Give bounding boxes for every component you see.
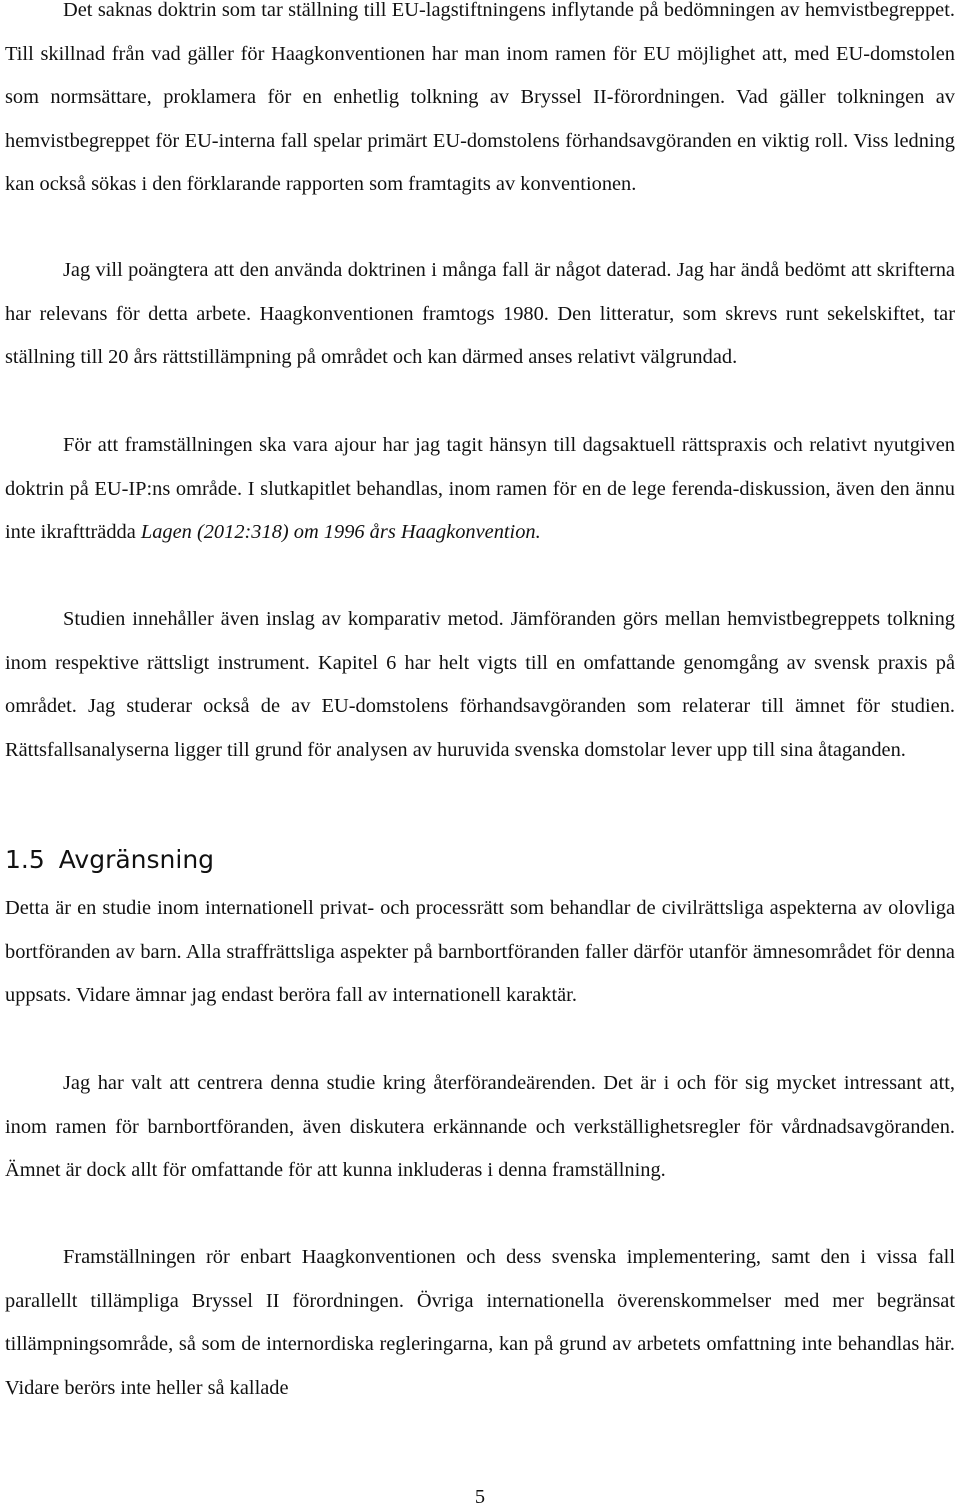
paragraph-hague-convention: Framställningen rör enbart Haagkonventionen och dess svenska implementering, samt den i vissa fall parallellt tillämpliga Bryssel II förordningen. Övriga internationella överenskommelser med mer begränsat tillämpningsområde, så som de internordiska regleringarna, kan på grund av arbetets omfattning inte behandlas här. Vidare berörs inte heller så kallade <box>5 1246 955 1399</box>
paragraph-scope-study: Detta är en studie inom internationell privat- och processrätt som behandlar de civilrättsliga aspekterna av olovliga bortföranden av barn. Alla straffrättsliga aspekter på barnbortföranden faller därför utanför ämnesområdet för denna uppsats. Vidare ämnar jag endast beröra fall av internationell karaktär. <box>5 897 955 1007</box>
law-title-italic: Lagen (2012:318) om 1996 års Haagkonvention. <box>140 521 541 544</box>
paragraph-return-cases: Jag har valt att centrera denna studie kring återförandeärenden. Det är i och för sig mycket intressant att, inom ramen för barnbortföranden, även diskutera erkännande och verkställighetsregler för vårdnadsavgöranden. Ämnet är dock allt för omfattande för att kunna inkluderas i denna framställning. <box>5 1072 955 1182</box>
paragraph-ajour <box>5 424 955 555</box>
paragraph-doctrine-dated: Jag vill poängtera att den använda doktrinen i många fall är något daterad. Jag har ändå bedömt att skrifterna har relevans för detta arbete. Haagkonventionen framtogs 1980. Den litteratur, som skrevs runt sekelskiftet, tar ställning till 20 års rättstillämpning på området och kan därmed anses relativt välgrundad. <box>5 259 955 369</box>
paragraph-comparative-method: Studien innehåller även inslag av komparativ metod. Jämföranden görs mellan hemvistbegreppets tolkning inom respektive rättsligt instrument. Kapitel 6 har helt vigts till en omfattande genomgång av svensk praxis på området. Jag studerar också de av EU-domstolens förhandsavgöranden som relaterar till ämnet för studien. Rättsfallsanalyserna ligger till grund för analysen av huruvida svenska domstolar lever upp till sina åtaganden. <box>5 608 955 761</box>
section-title: Avgränsning <box>58 845 215 874</box>
section-heading <box>5 840 214 880</box>
page-number: 5 <box>474 1486 486 1508</box>
paragraph-ajour-text: För att framställningen ska vara ajour har jag tagit hänsyn till dagsaktuell rättspraxis och relativt nyutgiven doktrin på EU-IP:ns område. I slutkapitlet behandlas, inom ramen för en de lege ferenda-diskussion, även den ännu inte ikraftträdda <box>5 434 955 544</box>
paragraph-doctrine-eu: Det saknas doktrin som tar ställning till EU-lagstiftningens inflytande på bedömningen av hemvistbegreppet. Till skillnad från vad gäller för Haagkonventionen har man inom ramen för EU möjlighet att, med EU-domstolen som normsättare, proklamera för en enhetlig tolkning av Bryssel II-förordningen. Vad gäller tolkningen av hemvistbegreppet för EU-interna fall spelar primärt EU-domstolens förhandsavgöranden en viktig roll. Viss ledning kan också sökas i den förklarande rapporten som framtagits av konventionen. <box>5 0 955 196</box>
section-number: 1.5 <box>5 845 45 874</box>
